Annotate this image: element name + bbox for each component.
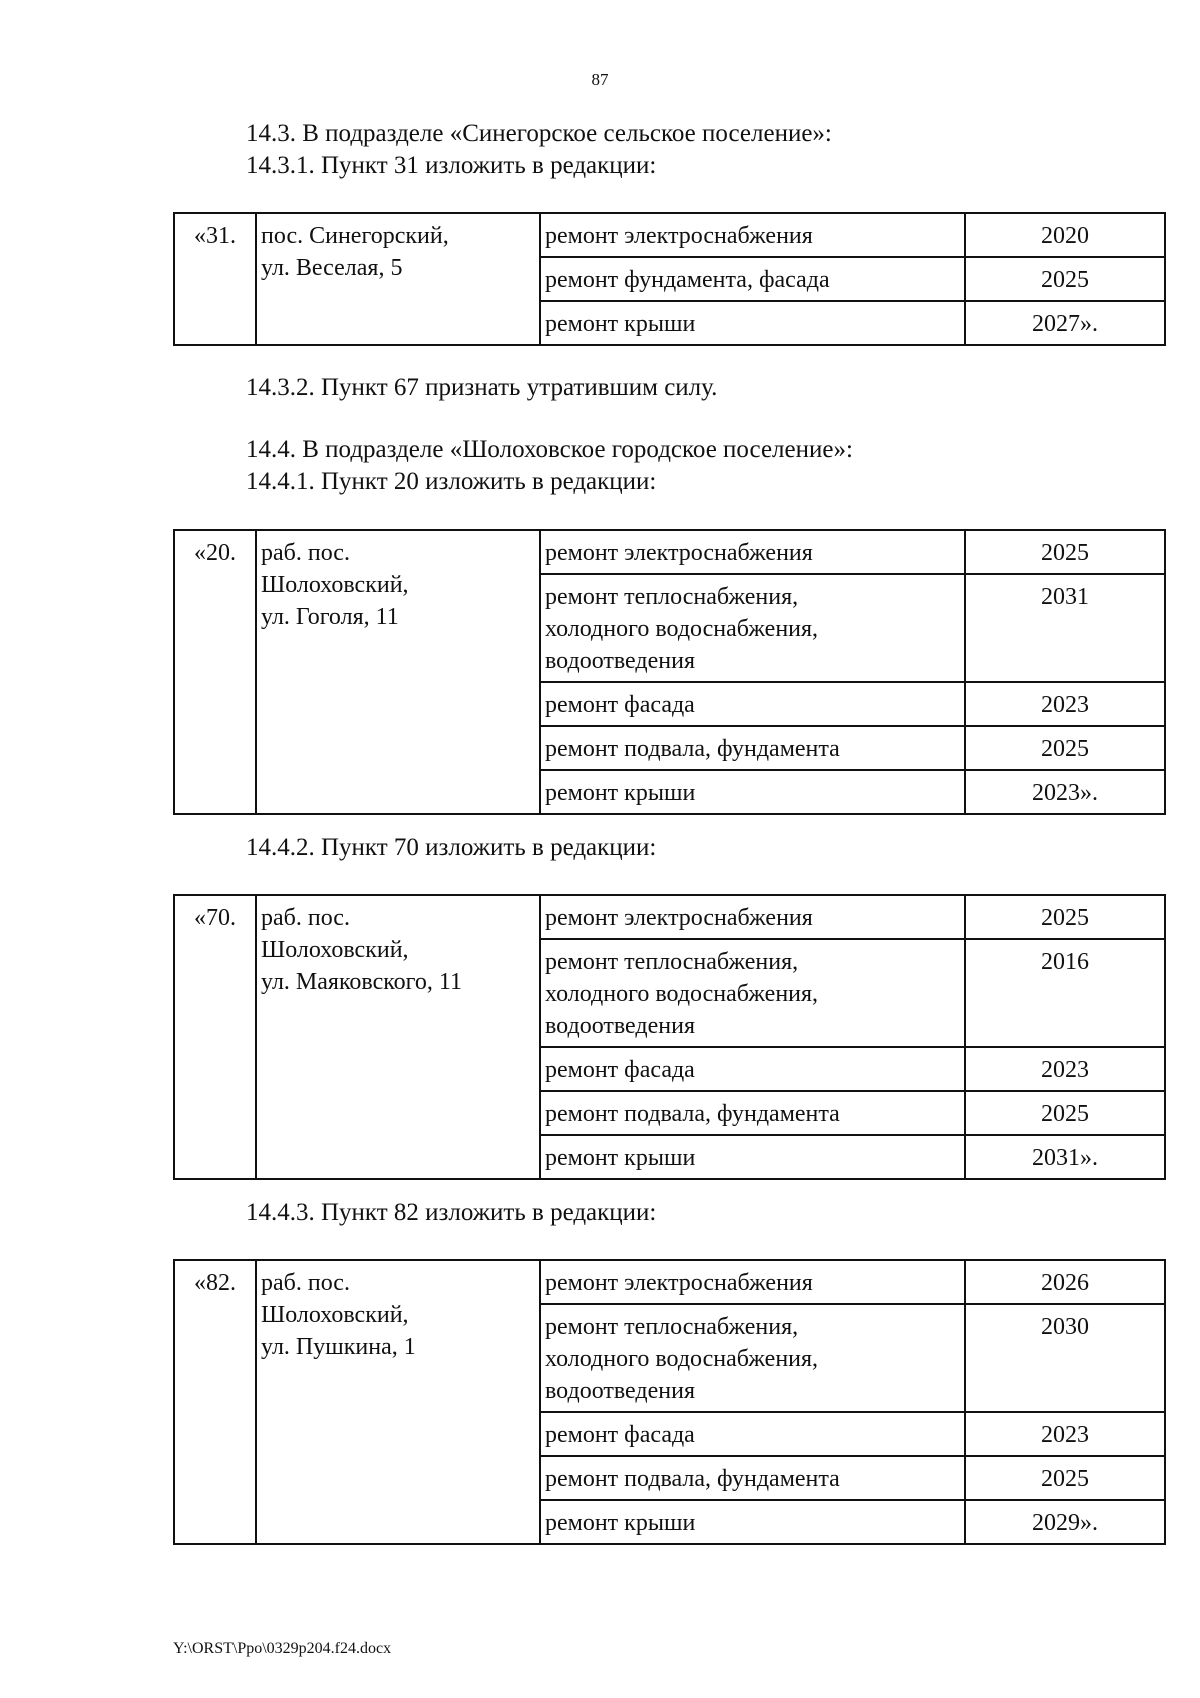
year-cell: 2027». (965, 301, 1165, 345)
work-cell: ремонт крыши (540, 770, 965, 814)
file-path-footer: Y:\ORST\Ppo\0329p204.f24.docx (173, 1640, 392, 1657)
work-cell: ремонт электроснабжения (540, 530, 965, 574)
address-cell (256, 1260, 540, 1544)
work-line: водоотведения (545, 1013, 695, 1039)
work-cell: ремонт подвала, фундамента (540, 1091, 965, 1135)
year-cell: 2020 (965, 213, 1165, 257)
work-cell: ремонт электроснабжения (540, 1260, 965, 1304)
item-number: «70. (174, 895, 256, 1179)
year-cell: 2025 (965, 1091, 1165, 1135)
repair-table (173, 894, 1166, 1180)
work-cell: ремонт электроснабжения (540, 213, 965, 257)
section-heading (246, 118, 832, 182)
work-line: холодного водоснабжения, (545, 981, 819, 1007)
repair-table (173, 529, 1166, 815)
year-cell: 2023 (965, 1412, 1165, 1456)
year-cell: 2025 (965, 530, 1165, 574)
section-line: 14.4.1. Пункт 20 изложить в редакции: (246, 468, 657, 495)
section-line: 14.4.3. Пункт 82 изложить в редакции: (246, 1199, 657, 1226)
year-cell: 2029». (965, 1500, 1165, 1544)
work-cell: ремонт фасада (540, 682, 965, 726)
year-cell: 2025 (965, 1456, 1165, 1500)
work-cell: ремонт крыши (540, 301, 965, 345)
section-line: 14.3. В подразделе «Синегорское сельское поселение»: (246, 120, 832, 147)
work-cell: ремонт подвала, фундамента (540, 726, 965, 770)
address-line: Шолоховский, (261, 572, 409, 598)
repair-table (173, 1259, 1166, 1545)
work-cell: ремонт крыши (540, 1500, 965, 1544)
address-line: пос. Синегорский, (261, 223, 449, 249)
section-line: 14.3.1. Пункт 31 изложить в редакции: (246, 152, 657, 179)
year-cell: 2023». (965, 770, 1165, 814)
work-line: водоотведения (545, 648, 695, 674)
repair-table (173, 212, 1166, 346)
address-cell (256, 530, 540, 814)
work-line: ремонт теплоснабжения, (545, 1314, 799, 1340)
section-line: 14.4. В подразделе «Шолоховское городское поселение»: (246, 436, 853, 463)
item-number: «20. (174, 530, 256, 814)
year-cell: 2025 (965, 257, 1165, 301)
address-line: Шолоховский, (261, 1302, 409, 1328)
address-line: раб. пос. (261, 540, 350, 566)
work-cell: ремонт подвала, фундамента (540, 1456, 965, 1500)
section-heading (246, 1197, 656, 1229)
year-cell: 2025 (965, 726, 1165, 770)
address-cell (256, 895, 540, 1179)
work-cell: ремонт фундамента, фасада (540, 257, 965, 301)
work-line: ремонт теплоснабжения, (545, 949, 799, 975)
year-cell: 2026 (965, 1260, 1165, 1304)
section-heading (246, 372, 717, 404)
section-line: 14.3.2. Пункт 67 признать утратившим силу. (246, 374, 718, 401)
item-number: «82. (174, 1260, 256, 1544)
work-cell: ремонт фасада (540, 1047, 965, 1091)
work-cell (540, 574, 965, 682)
address-line: ул. Гоголя, 11 (261, 604, 399, 630)
work-line: холодного водоснабжения, (545, 1346, 819, 1372)
section-line: 14.4.2. Пункт 70 изложить в редакции: (246, 834, 657, 861)
item-number: «31. (174, 213, 256, 345)
year-cell: 2030 (965, 1304, 1165, 1412)
address-line: раб. пос. (261, 905, 350, 931)
address-line: ул. Маяковского, 11 (261, 969, 463, 995)
year-cell: 2023 (965, 1047, 1165, 1091)
page-number: 87 (591, 70, 609, 89)
address-line: ул. Веселая, 5 (261, 255, 403, 281)
section-heading (246, 832, 656, 864)
work-cell: ремонт фасада (540, 1412, 965, 1456)
year-cell: 2023 (965, 682, 1165, 726)
work-cell: ремонт электроснабжения (540, 895, 965, 939)
address-cell (256, 213, 540, 345)
address-line: раб. пос. (261, 1270, 350, 1296)
year-cell: 2016 (965, 939, 1165, 1047)
work-line: ремонт теплоснабжения, (545, 584, 799, 610)
work-cell: ремонт крыши (540, 1135, 965, 1179)
work-cell (540, 939, 965, 1047)
section-heading (246, 434, 853, 498)
year-cell: 2031». (965, 1135, 1165, 1179)
address-line: ул. Пушкина, 1 (261, 1334, 416, 1360)
work-line: водоотведения (545, 1378, 695, 1404)
work-cell (540, 1304, 965, 1412)
address-line: Шолоховский, (261, 937, 409, 963)
year-cell: 2025 (965, 895, 1165, 939)
year-cell: 2031 (965, 574, 1165, 682)
work-line: холодного водоснабжения, (545, 616, 819, 642)
